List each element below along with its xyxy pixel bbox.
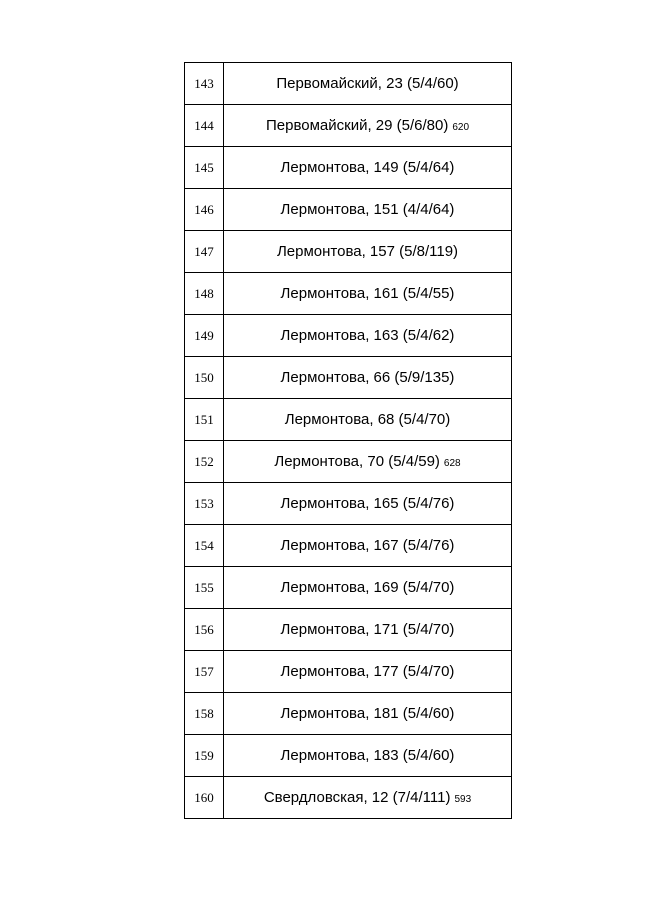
address-cell [224, 567, 512, 609]
address-cell [224, 189, 512, 231]
row-number: 157 [185, 651, 224, 693]
address-cell [224, 147, 512, 189]
row-number: 143 [185, 63, 224, 105]
table-row [185, 441, 512, 483]
address-text: Лермонтова, 169 (5/4/70) [280, 579, 455, 596]
address-text: Лермонтова, 183 (5/4/60) [280, 747, 455, 764]
address-cell [224, 399, 512, 441]
address-cell [224, 315, 512, 357]
table-row [185, 777, 512, 819]
row-number: 148 [185, 273, 224, 315]
address-text: Лермонтова, 165 (5/4/76) [280, 495, 455, 512]
address-cell [224, 273, 512, 315]
row-number: 151 [185, 399, 224, 441]
table-row [185, 189, 512, 231]
row-number: 156 [185, 609, 224, 651]
address-cell [224, 735, 512, 777]
table-row [185, 357, 512, 399]
address-text: Лермонтова, 167 (5/4/76) [280, 537, 455, 554]
address-text: Лермонтова, 157 (5/8/119) [276, 243, 459, 260]
address-text: Лермонтова, 163 (5/4/62) [280, 327, 455, 344]
table-row [185, 147, 512, 189]
handwritten-note: 628 [443, 458, 461, 469]
address-text: Свердловская, 12 (7/4/111) [263, 789, 451, 806]
row-number: 145 [185, 147, 224, 189]
address-text: Первомайский, 29 (5/6/80) [265, 117, 449, 134]
address-text: Лермонтова, 68 (5/4/70) [284, 411, 451, 428]
address-text: Лермонтова, 66 (5/9/135) [280, 369, 455, 386]
address-cell [224, 105, 512, 147]
address-text: Лермонтова, 149 (5/4/64) [280, 159, 455, 176]
address-cell [224, 651, 512, 693]
row-number: 152 [185, 441, 224, 483]
table-row [185, 105, 512, 147]
table-row [185, 315, 512, 357]
address-cell [224, 441, 512, 483]
table-row [185, 525, 512, 567]
address-cell [224, 231, 512, 273]
row-number: 150 [185, 357, 224, 399]
row-number: 146 [185, 189, 224, 231]
table-row [185, 273, 512, 315]
table-row [185, 693, 512, 735]
table-row [185, 399, 512, 441]
address-table-body [185, 63, 512, 819]
handwritten-note: 593 [454, 794, 472, 805]
address-cell [224, 63, 512, 105]
address-cell [224, 357, 512, 399]
address-cell [224, 777, 512, 819]
table-row [185, 735, 512, 777]
table-row [185, 651, 512, 693]
address-cell [224, 525, 512, 567]
table-row [185, 231, 512, 273]
address-text: Лермонтова, 161 (5/4/55) [280, 285, 455, 302]
row-number: 155 [185, 567, 224, 609]
address-text: Лермонтова, 177 (5/4/70) [280, 663, 455, 680]
row-number: 158 [185, 693, 224, 735]
row-number: 160 [185, 777, 224, 819]
table-row [185, 567, 512, 609]
address-text: Первомайский, 23 (5/4/60) [276, 75, 459, 92]
table-row [185, 609, 512, 651]
row-number: 147 [185, 231, 224, 273]
address-text: Лермонтова, 181 (5/4/60) [280, 705, 455, 722]
row-number: 154 [185, 525, 224, 567]
address-text: Лермонтова, 70 (5/4/59) [274, 453, 440, 470]
row-number: 144 [185, 105, 224, 147]
address-table [184, 62, 512, 819]
address-text: Лермонтова, 151 (4/4/64) [280, 201, 455, 218]
table-row [185, 63, 512, 105]
row-number: 153 [185, 483, 224, 525]
handwritten-note: 620 [452, 122, 470, 133]
address-cell [224, 483, 512, 525]
row-number: 159 [185, 735, 224, 777]
address-cell [224, 609, 512, 651]
address-cell [224, 693, 512, 735]
row-number: 149 [185, 315, 224, 357]
address-text: Лермонтова, 171 (5/4/70) [280, 621, 455, 638]
table-row [185, 483, 512, 525]
